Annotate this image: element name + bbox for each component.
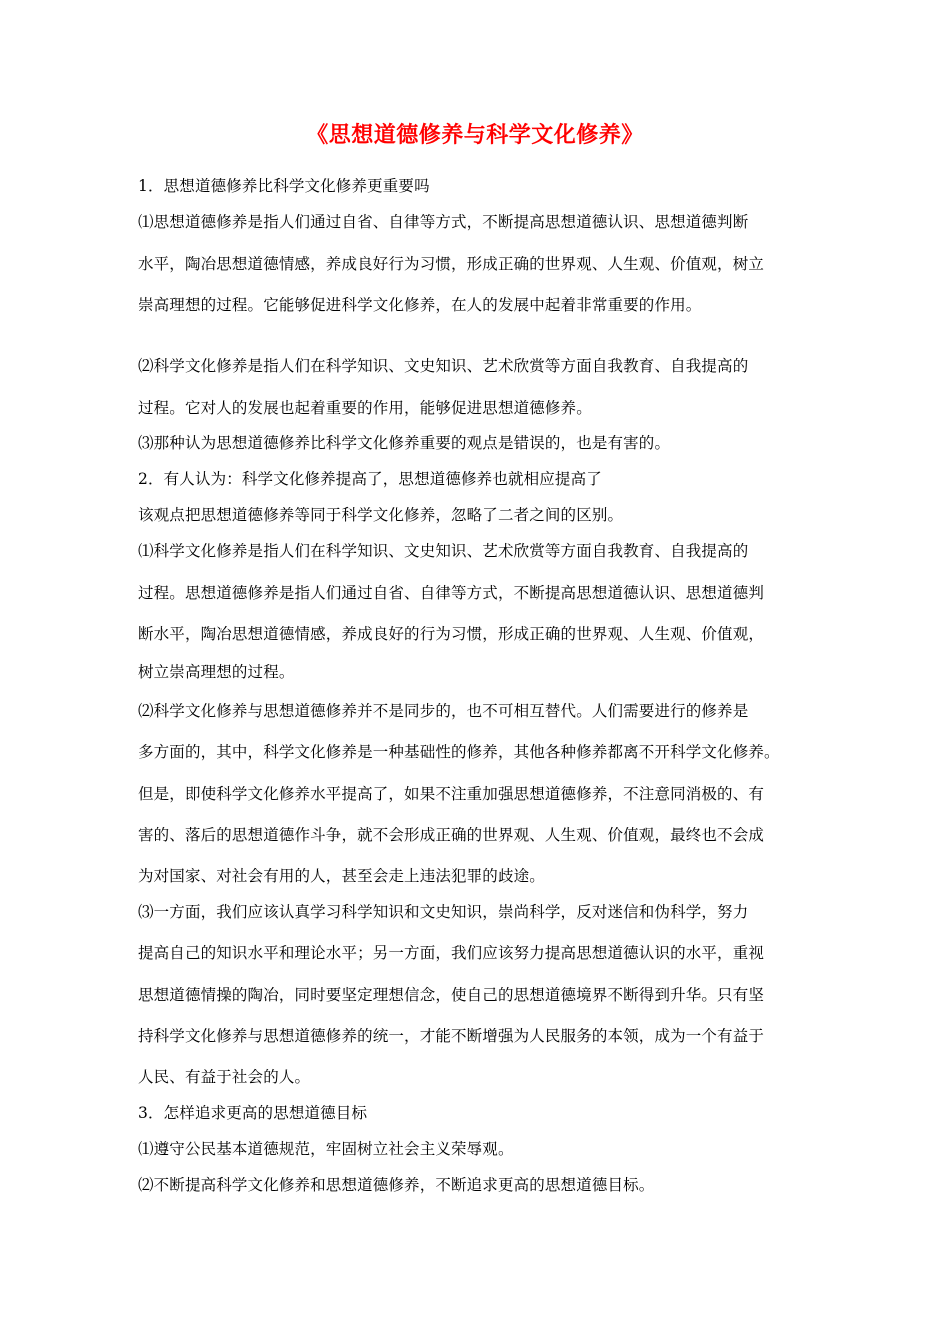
paragraph-line: ⑴遵守公民基本道德规范，牢固树立社会主义荣辱观。 bbox=[138, 1140, 514, 1158]
paragraph-line: 但是，即使科学文化修养水平提高了，如果不注重加强思想道德修养，不注意同消极的、有 bbox=[138, 785, 765, 803]
paragraph-line: 树立崇高理想的过程。 bbox=[138, 663, 295, 681]
heading-question-2: 2．有人认为：科学文化修养提高了，思想道德修养也就相应提高了 bbox=[138, 470, 602, 488]
paragraph-line: 水平，陶冶思想道德情感，养成良好行为习惯，形成正确的世界观、人生观、价值观，树立 bbox=[138, 255, 765, 273]
heading-question-3: 3．怎样追求更高的思想道德目标 bbox=[138, 1104, 368, 1122]
paragraph-line: ⑶一方面，我们应该认真学习科学知识和文史知识，崇尚科学，反对迷信和伪科学，努力 bbox=[138, 903, 749, 921]
paragraph-line: ⑴科学文化修养是指人们在科学知识、文史知识、艺术欣赏等方面自我教育、自我提高的 bbox=[138, 542, 749, 560]
paragraph-line: 为对国家、对社会有用的人，甚至会走上违法犯罪的歧途。 bbox=[138, 867, 545, 885]
paragraph-line: ⑵科学文化修养是指人们在科学知识、文史知识、艺术欣赏等方面自我教育、自我提高的 bbox=[138, 357, 749, 375]
paragraph-line: 多方面的，其中，科学文化修养是一种基础性的修养，其他各种修养都离不开科学文化修养。 bbox=[138, 743, 780, 761]
paragraph-line: 害的、落后的思想道德作斗争，就不会形成正确的世界观、人生观、价值观，最终也不会成 bbox=[138, 826, 765, 844]
paragraph-line: 崇高理想的过程。它能够促进科学文化修养，在人的发展中起着非常重要的作用。 bbox=[138, 296, 702, 314]
paragraph-line: 思想道德情操的陶冶，同时要坚定理想信念，使自己的思想道德境界不断得到升华。只有坚 bbox=[138, 986, 765, 1004]
paragraph-line: 持科学文化修养与思想道德修养的统一，才能不断增强为人民服务的本领，成为一个有益于 bbox=[138, 1027, 765, 1045]
paragraph-line: 过程。它对人的发展也起着重要的作用，能够促进思想道德修养。 bbox=[138, 399, 592, 417]
document-title: 《思想道德修养与科学文化修养》 bbox=[306, 123, 644, 148]
paragraph-line: ⑵不断提高科学文化修养和思想道德修养，不断追求更高的思想道德目标。 bbox=[138, 1176, 655, 1194]
paragraph-line: ⑴思想道德修养是指人们通过自省、自律等方式，不断提高思想道德认识、思想道德判断 bbox=[138, 213, 749, 231]
paragraph-line: 该观点把思想道德修养等同于科学文化修养，忽略了二者之间的区别。 bbox=[138, 506, 624, 524]
paragraph-line: ⑵科学文化修养与思想道德修养并不是同步的，也不可相互替代。人们需要进行的修养是 bbox=[138, 702, 749, 720]
paragraph-line: ⑶那种认为思想道德修养比科学文化修养重要的观点是错误的，也是有害的。 bbox=[138, 434, 671, 452]
paragraph-line: 人民、有益于社会的人。 bbox=[138, 1068, 311, 1086]
paragraph-line: 过程。思想道德修养是指人们通过自省、自律等方式，不断提高思想道德认识、思想道德判 bbox=[138, 584, 765, 602]
paragraph-line: 提高自己的知识水平和理论水平；另一方面，我们应该努力提高思想道德认识的水平，重视 bbox=[138, 944, 765, 962]
paragraph-line: 断水平，陶冶思想道德情感，养成良好的行为习惯，形成正确的世界观、人生观、价值观， bbox=[138, 625, 765, 643]
heading-question-1: 1．思想道德修养比科学文化修养更重要吗 bbox=[138, 177, 430, 195]
